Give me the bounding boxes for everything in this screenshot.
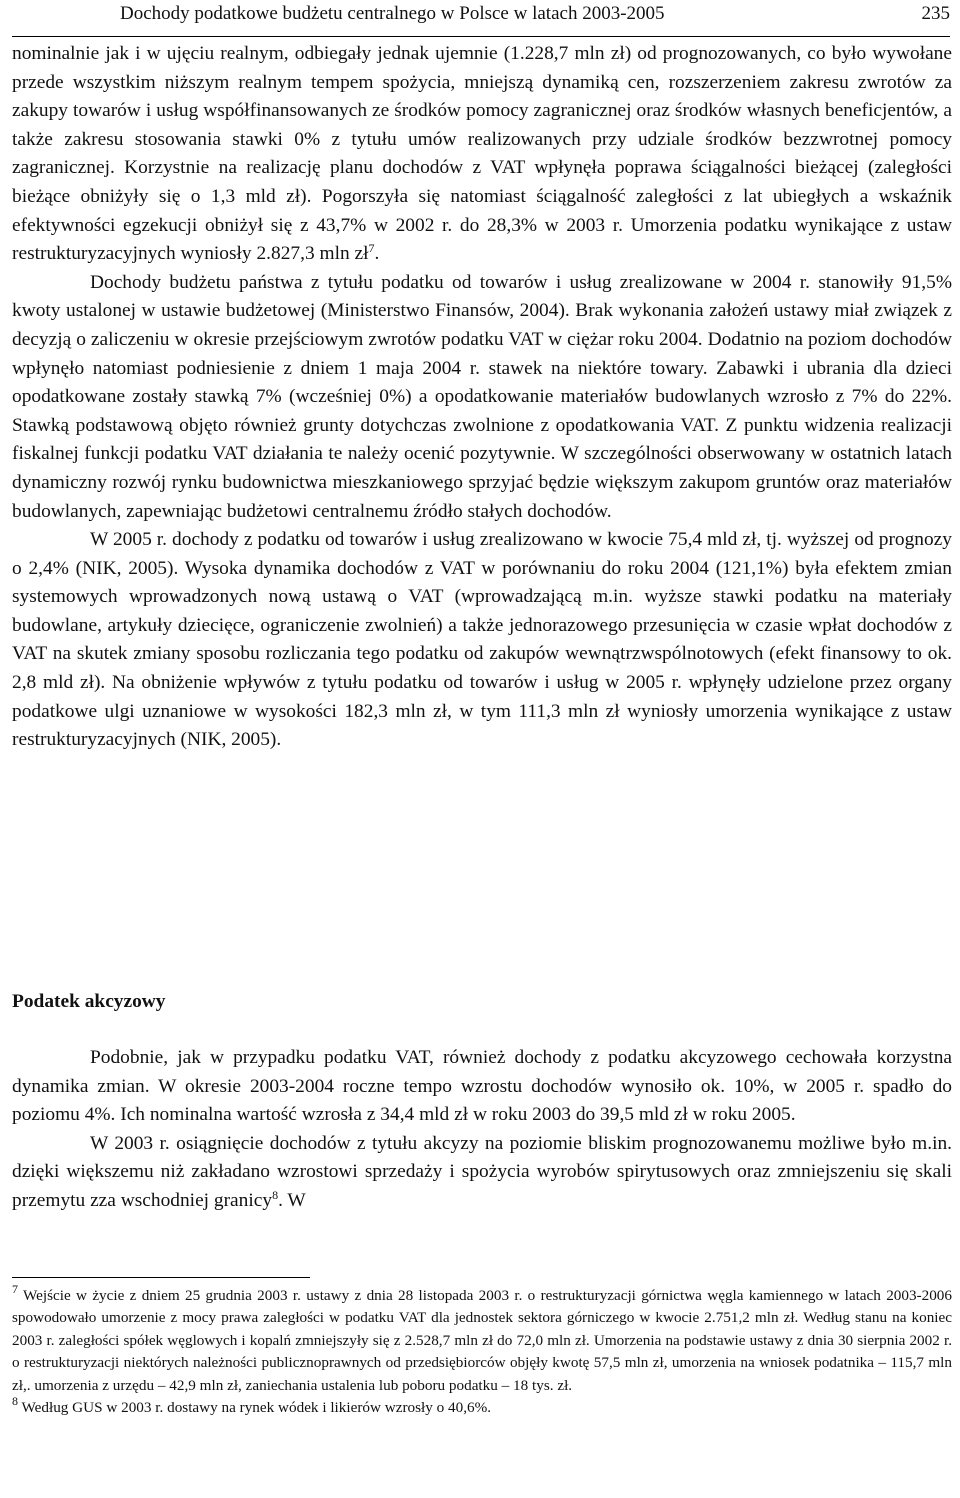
section-paragraph-2 <box>12 1130 952 1216</box>
paragraph-2: Dochody budżetu państwa z tytułu podatku od towarów i usług zrealizowane w 2004 r. stanowiły 91,5% kwoty ustalonej w ustawie budżetowej (Ministerstwo Finansów, 2004). Brak wykonania założeń ustawy miał związek z decyzją o zaliczeniu w okresie przejściowym zwrotów podatku VAT w ciężar roku 2004. Dodatnio na poziom dochodów wpłynęło natomiast podniesienie z dniem 1 maja 2004 r. stawek na niektóre towary. Zabawki i ubrania dla dzieci opodatkowane zostały stawką 7% (wcześniej 0%) a opodatkowanie materiałów budowlanych wzrosło z 7% do 22%. Stawką podstawową objęto również grunty dotychczas zwolnione z opodatkowania VAT. Z punktu widzenia realizacji fiskalnej funkcji podatku VAT działania te należy ocenić pozytywnie. W szczególności obserwowany w ostatnich latach dynamiczny rozwój rynku budownictwa mieszkaniowego sprzyjać będzie większym zakupom gruntów oraz materiałów budowlanych, zapewniając budżetowi centralnemu źródło stałych dochodów. <box>12 271 952 522</box>
footnote-8 <box>12 1394 952 1419</box>
paragraph-text: W 2003 r. osiągnięcie dochodów z tytułu akcyzy na poziomie bliskim prognozowanemu możliwe było m.in. dzięki większemu niż zakładano wzrostowi sprzedaży i spożycia wyrobów spirytusowych oraz zmniejszeniu się skali przemytu zza wschodniej granicy <box>12 1132 952 1211</box>
section-body <box>12 1044 952 1216</box>
footnote-ref-8[interactable]: 8 <box>272 1187 279 1202</box>
paragraph-tail: . <box>374 243 380 265</box>
footnote-text: Wejście w życie z dniem 25 grudnia 2003 r. ustawy z dnia 28 listopada 2003 r. o restrukturyzacji górnictwa węgla kamiennego w latach 2003-2006 spowodowało umorzenie z mocy prawa zaległości w podatku VAT dla jednostek sektora górniczego w kwocie 2.751,2 mln zł. Według stanu na koniec 2003 r. zaległości spółek węglowych i kopalń zmniejszyły się z 2.528,7 mln zł do 72,0 mln zł. Umorzenia na podstawie ustawy z dnia 30 sierpnia 2002 r. o restrukturyzacji niektórych należności publicznoprawnych od przedsiębiorców objęły kwotę 57,5 mln zł, umorzenia na wniosek podatnika – 115,7 mln zł,. umorzenia z urzędu – 42,9 mln zł, zaniechania ustalenia lub poboru podatku – 18 tys. zł. <box>12 1287 952 1394</box>
page-number: 235 <box>921 3 950 24</box>
section-heading: Podatek akcyzowy <box>12 991 166 1012</box>
paragraph-text: nominalnie jak i w ujęciu realnym, odbiegały jednak ujemnie (1.228,7 mln zł) od prognozowanych, co było wywołane przede wszystkim niższym realnym tempem spożycia, mniejszą dynamiką cen, rozszerzeniem zakresu zwrotów za zakupy towarów i usług współfinansowanych ze środków pomocy zagranicznej oraz środków własnych beneficjentów, a także zakresu stosowania stawki 0% z tytułu umów realizowanych przy udziale środków bezzwrotnej pomocy zagranicznej. Korzystnie na realizację planu dochodów z VAT wpłynęła poprawa ściągalności bieżącej (zaległości bieżące obniżyły się o 1,3 mld zł). Pogorszyła się natomiast ściągalność zaległości z lat ubiegłych a wskaźnik efektywności egzekucji obniżył się z 43,7% w 2002 r. do 28,3% w 2003 r. Umorzenia podatku wynikające z ustaw restrukturyzacyjnych wyniosły 2.827,3 mln zł <box>12 43 952 265</box>
footnote-text: Według GUS w 2003 r. dostawy na rynek wódek i likierów wzrosły o 40,6%. <box>18 1399 492 1417</box>
footnote-number: 8 <box>12 1394 18 1409</box>
footnote-separator <box>12 1277 310 1278</box>
footnote-number: 7 <box>12 1282 18 1296</box>
body-text <box>12 40 952 755</box>
footnote-ref-7[interactable]: 7 <box>368 241 375 256</box>
section-paragraph-1: Podobnie, jak w przypadku podatku VAT, również dochody z podatku akcyzowego cechowała korzystna dynamika zmian. W okresie 2003-2004 roczne tempo wzrostu dochodów wynosiło ok. 10%, w 2005 r. spadło do poziomu 4%. Ich nominalna wartość wzrosła z 34,4 mld zł w roku 2003 do 39,5 mld zł w roku 2005. <box>12 1047 952 1126</box>
footnotes <box>12 1282 952 1419</box>
paragraph-tail: . W <box>278 1189 306 1211</box>
running-header <box>12 0 950 37</box>
paragraph-1 <box>12 40 952 269</box>
paragraph-3: W 2005 r. dochody z podatku od towarów i usług zrealizowano w kwocie 75,4 mld zł, tj. wyższej od prognozy o 2,4% (NIK, 2005). Wysoka dynamika dochodów z VAT w porównaniu do roku 2004 (121,1%) była efektem zmian systemowych wprowadzonych nową ustawą o VAT (wprowadzającą m.in. wyższe stawki podatku na materiały budowlane, artykuły dziecięce, ograniczenie zwolnień) a także jednorazowego przesunięcia w czasie wpłat dochodów z VAT na skutek zmiany sposobu rozliczania tego podatku od zakupów wewnątrzwspólnotowych (efekt finansowy to ok. 2,8 mld zł). Na obniżenie wpływów z tytułu podatku od towarów i usług w 2005 r. wpłynęły udzielone przez organy podatkowe ulgi uznaniowe w wysokości 182,3 mln zł, w tym 111,3 mln zł wyniosły umorzenia wynikające z ustaw restrukturyzacyjnych (NIK, 2005). <box>12 529 952 751</box>
header-title: Dochody podatkowe budżetu centralnego w Polsce w latach 2003-2005 <box>120 3 665 24</box>
footnote-7 <box>12 1282 952 1397</box>
